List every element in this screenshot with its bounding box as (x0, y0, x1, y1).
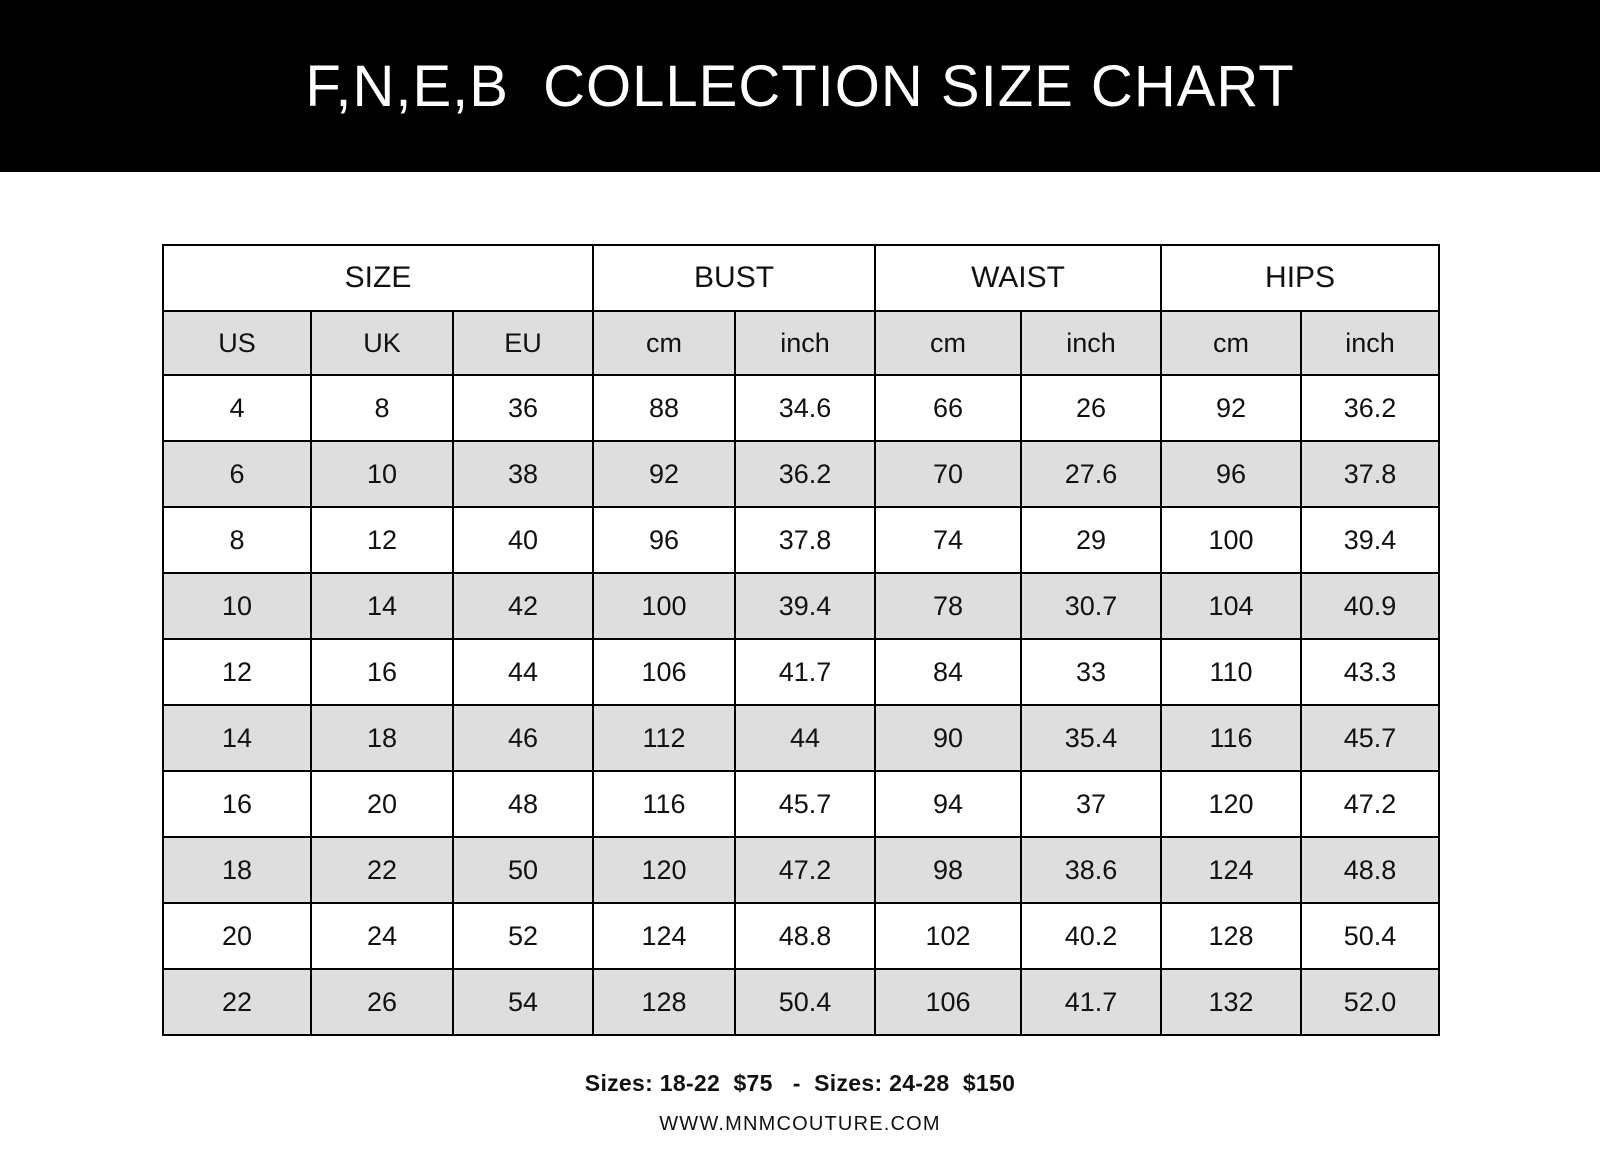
cell-hips-inch: 39.4 (1301, 507, 1439, 573)
cell-uk: 20 (311, 771, 453, 837)
cell-uk: 8 (311, 375, 453, 441)
cell-bust-inch: 47.2 (735, 837, 875, 903)
cell-waist-inch: 40.2 (1021, 903, 1161, 969)
cell-us: 22 (163, 969, 311, 1035)
sub-header-waist-inch: inch (1021, 311, 1161, 375)
cell-bust-inch: 36.2 (735, 441, 875, 507)
cell-bust-cm: 106 (593, 639, 735, 705)
cell-hips-inch: 45.7 (1301, 705, 1439, 771)
size-chart-table (162, 244, 1440, 1036)
cell-bust-cm: 128 (593, 969, 735, 1035)
cell-bust-cm: 96 (593, 507, 735, 573)
cell-us: 14 (163, 705, 311, 771)
cell-uk: 18 (311, 705, 453, 771)
cell-us: 18 (163, 837, 311, 903)
cell-us: 20 (163, 903, 311, 969)
cell-bust-inch: 39.4 (735, 573, 875, 639)
size-chart-table-wrapper (162, 244, 1438, 1036)
cell-bust-inch: 37.8 (735, 507, 875, 573)
cell-hips-cm: 128 (1161, 903, 1301, 969)
cell-us: 8 (163, 507, 311, 573)
cell-bust-cm: 88 (593, 375, 735, 441)
cell-bust-inch: 34.6 (735, 375, 875, 441)
cell-eu: 42 (453, 573, 593, 639)
cell-hips-cm: 104 (1161, 573, 1301, 639)
cell-uk: 16 (311, 639, 453, 705)
website-url: WWW.MNMCOUTURE.COM (659, 1113, 941, 1135)
group-header-size: SIZE (163, 245, 593, 311)
cell-waist-inch: 27.6 (1021, 441, 1161, 507)
cell-waist-inch: 38.6 (1021, 837, 1161, 903)
cell-waist-cm: 74 (875, 507, 1021, 573)
cell-waist-cm: 90 (875, 705, 1021, 771)
table-row (163, 441, 1439, 507)
cell-hips-cm: 110 (1161, 639, 1301, 705)
cell-eu: 52 (453, 903, 593, 969)
cell-waist-cm: 106 (875, 969, 1021, 1035)
cell-hips-inch: 50.4 (1301, 903, 1439, 969)
table-row (163, 639, 1439, 705)
cell-eu: 40 (453, 507, 593, 573)
cell-eu: 38 (453, 441, 593, 507)
price-note: Sizes: 18-22 $75 - Sizes: 24-28 $150 (584, 1070, 1016, 1096)
table-row (163, 507, 1439, 573)
page-title: F,N,E,B COLLECTION SIZE CHART (305, 53, 1295, 119)
cell-uk: 26 (311, 969, 453, 1035)
cell-bust-cm: 112 (593, 705, 735, 771)
sub-header-us: US (163, 311, 311, 375)
cell-waist-cm: 66 (875, 375, 1021, 441)
sub-header-hips-cm: cm (1161, 311, 1301, 375)
cell-uk: 14 (311, 573, 453, 639)
cell-hips-inch: 40.9 (1301, 573, 1439, 639)
cell-us: 6 (163, 441, 311, 507)
sub-header-eu: EU (453, 311, 593, 375)
cell-eu: 54 (453, 969, 593, 1035)
page-footer (0, 1070, 1600, 1136)
table-row (163, 771, 1439, 837)
cell-bust-inch: 45.7 (735, 771, 875, 837)
cell-us: 10 (163, 573, 311, 639)
group-header-bust: BUST (593, 245, 875, 311)
cell-hips-cm: 116 (1161, 705, 1301, 771)
cell-waist-inch: 26 (1021, 375, 1161, 441)
cell-bust-inch: 41.7 (735, 639, 875, 705)
cell-hips-cm: 124 (1161, 837, 1301, 903)
cell-eu: 50 (453, 837, 593, 903)
cell-waist-cm: 98 (875, 837, 1021, 903)
cell-uk: 22 (311, 837, 453, 903)
cell-bust-cm: 124 (593, 903, 735, 969)
cell-eu: 44 (453, 639, 593, 705)
sub-header-waist-cm: cm (875, 311, 1021, 375)
table-row (163, 375, 1439, 441)
cell-waist-inch: 37 (1021, 771, 1161, 837)
cell-hips-inch: 47.2 (1301, 771, 1439, 837)
cell-us: 16 (163, 771, 311, 837)
cell-hips-cm: 96 (1161, 441, 1301, 507)
sub-header-uk: UK (311, 311, 453, 375)
cell-waist-inch: 35.4 (1021, 705, 1161, 771)
cell-hips-cm: 132 (1161, 969, 1301, 1035)
cell-uk: 10 (311, 441, 453, 507)
cell-hips-cm: 92 (1161, 375, 1301, 441)
sub-header-bust-cm: cm (593, 311, 735, 375)
table-row (163, 903, 1439, 969)
cell-waist-cm: 70 (875, 441, 1021, 507)
cell-eu: 46 (453, 705, 593, 771)
cell-hips-cm: 120 (1161, 771, 1301, 837)
cell-us: 4 (163, 375, 311, 441)
table-row (163, 837, 1439, 903)
cell-bust-cm: 116 (593, 771, 735, 837)
cell-eu: 48 (453, 771, 593, 837)
page-header-band (0, 0, 1600, 172)
cell-uk: 12 (311, 507, 453, 573)
cell-waist-inch: 33 (1021, 639, 1161, 705)
cell-waist-inch: 41.7 (1021, 969, 1161, 1035)
cell-waist-cm: 94 (875, 771, 1021, 837)
cell-hips-inch: 36.2 (1301, 375, 1439, 441)
table-sub-header-row (163, 311, 1439, 375)
cell-eu: 36 (453, 375, 593, 441)
sub-header-hips-inch: inch (1301, 311, 1439, 375)
table-row (163, 573, 1439, 639)
cell-hips-inch: 37.8 (1301, 441, 1439, 507)
cell-uk: 24 (311, 903, 453, 969)
cell-hips-inch: 48.8 (1301, 837, 1439, 903)
cell-bust-inch: 44 (735, 705, 875, 771)
cell-us: 12 (163, 639, 311, 705)
cell-bust-inch: 50.4 (735, 969, 875, 1035)
table-group-header-row (163, 245, 1439, 311)
table-row (163, 969, 1439, 1035)
cell-bust-inch: 48.8 (735, 903, 875, 969)
cell-waist-inch: 30.7 (1021, 573, 1161, 639)
sub-header-bust-inch: inch (735, 311, 875, 375)
cell-waist-cm: 102 (875, 903, 1021, 969)
cell-hips-inch: 43.3 (1301, 639, 1439, 705)
cell-waist-cm: 78 (875, 573, 1021, 639)
cell-hips-cm: 100 (1161, 507, 1301, 573)
cell-bust-cm: 120 (593, 837, 735, 903)
group-header-hips: HIPS (1161, 245, 1439, 311)
cell-hips-inch: 52.0 (1301, 969, 1439, 1035)
cell-waist-cm: 84 (875, 639, 1021, 705)
table-row (163, 705, 1439, 771)
cell-bust-cm: 100 (593, 573, 735, 639)
cell-waist-inch: 29 (1021, 507, 1161, 573)
cell-bust-cm: 92 (593, 441, 735, 507)
group-header-waist: WAIST (875, 245, 1161, 311)
